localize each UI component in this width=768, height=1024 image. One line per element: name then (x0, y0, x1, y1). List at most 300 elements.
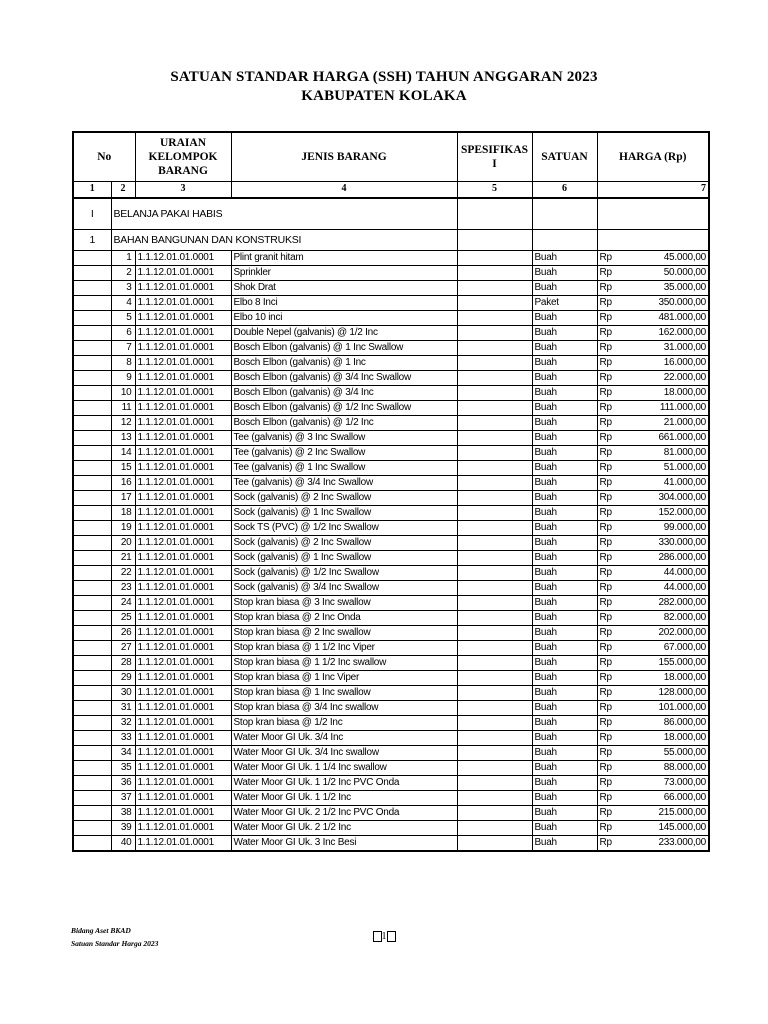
row-item-name: Stop kran biasa @ 1/2 Inc (231, 715, 457, 730)
row-price (597, 400, 709, 415)
col-number: 6 (532, 181, 597, 198)
currency-label: Rp (599, 371, 612, 383)
empty-cell (597, 229, 709, 250)
empty-cell (73, 460, 111, 475)
price-value: 282.000,00 (658, 596, 706, 608)
page-number (354, 931, 414, 942)
row-number: 30 (111, 685, 135, 700)
row-code: 1.1.12.01.01.0001 (135, 835, 231, 851)
empty-cell (73, 280, 111, 295)
row-unit: Buah (532, 760, 597, 775)
empty-cell (73, 265, 111, 280)
row-unit: Buah (532, 310, 597, 325)
table-row (73, 505, 709, 520)
currency-label: Rp (599, 686, 612, 698)
row-item-name: Sock TS (PVC) @ 1/2 Inc Swallow (231, 520, 457, 535)
col-number: 7 (597, 181, 709, 198)
row-number: 14 (111, 445, 135, 460)
row-price (597, 310, 709, 325)
price-value: 82.000,00 (663, 611, 706, 623)
currency-label: Rp (599, 326, 612, 338)
subsection-no: 1 (73, 229, 111, 250)
row-unit: Buah (532, 325, 597, 340)
row-number: 24 (111, 595, 135, 610)
row-code: 1.1.12.01.01.0001 (135, 790, 231, 805)
row-price (597, 820, 709, 835)
row-code: 1.1.12.01.01.0001 (135, 505, 231, 520)
table-row (73, 835, 709, 851)
empty-cell (73, 550, 111, 565)
empty-cell (73, 595, 111, 610)
table-row (73, 295, 709, 310)
row-spec (457, 640, 532, 655)
row-number: 16 (111, 475, 135, 490)
table-row (73, 550, 709, 565)
col-number: 2 (111, 181, 135, 198)
empty-cell (73, 760, 111, 775)
row-unit: Buah (532, 505, 597, 520)
row-unit: Buah (532, 655, 597, 670)
currency-label: Rp (599, 551, 612, 563)
price-value: 45.000,00 (663, 251, 706, 263)
row-price (597, 835, 709, 851)
subsection-row (73, 229, 709, 250)
row-price (597, 490, 709, 505)
price-value: 88.000,00 (663, 761, 706, 773)
price-value: 86.000,00 (663, 716, 706, 728)
table-row (73, 745, 709, 760)
table-row (73, 385, 709, 400)
row-number: 6 (111, 325, 135, 340)
table-row (73, 370, 709, 385)
row-spec (457, 820, 532, 835)
row-price (597, 280, 709, 295)
row-number: 13 (111, 430, 135, 445)
currency-label: Rp (599, 731, 612, 743)
row-spec (457, 580, 532, 595)
currency-label: Rp (599, 251, 612, 263)
row-spec (457, 610, 532, 625)
row-number: 29 (111, 670, 135, 685)
header-satuan: SATUAN (532, 132, 597, 181)
row-code: 1.1.12.01.01.0001 (135, 670, 231, 685)
row-price (597, 475, 709, 490)
price-value: 286.000,00 (658, 551, 706, 563)
currency-label: Rp (599, 641, 612, 653)
price-value: 202.000,00 (658, 626, 706, 638)
header-no: No (73, 132, 135, 181)
row-price (597, 550, 709, 565)
row-price (597, 655, 709, 670)
row-spec (457, 550, 532, 565)
row-code: 1.1.12.01.01.0001 (135, 265, 231, 280)
row-unit: Buah (532, 475, 597, 490)
row-price (597, 355, 709, 370)
row-code: 1.1.12.01.01.0001 (135, 805, 231, 820)
row-code: 1.1.12.01.01.0001 (135, 490, 231, 505)
row-code: 1.1.12.01.01.0001 (135, 295, 231, 310)
row-unit: Buah (532, 820, 597, 835)
row-item-name: Stop kran biasa @ 1 1/2 Inc swallow (231, 655, 457, 670)
table-row (73, 595, 709, 610)
row-number: 15 (111, 460, 135, 475)
row-code: 1.1.12.01.01.0001 (135, 520, 231, 535)
price-value: 51.000,00 (663, 461, 706, 473)
row-unit: Buah (532, 700, 597, 715)
header-jenis: JENIS BARANG (231, 132, 457, 181)
row-price (597, 580, 709, 595)
row-spec (457, 460, 532, 475)
row-unit: Paket (532, 295, 597, 310)
empty-cell (73, 355, 111, 370)
empty-cell (73, 400, 111, 415)
price-value: 67.000,00 (663, 641, 706, 653)
row-spec (457, 385, 532, 400)
row-price (597, 670, 709, 685)
row-number: 8 (111, 355, 135, 370)
row-spec (457, 565, 532, 580)
row-number: 12 (111, 415, 135, 430)
row-unit: Buah (532, 775, 597, 790)
row-number: 18 (111, 505, 135, 520)
row-number: 7 (111, 340, 135, 355)
row-item-name: Stop kran biasa @ 1 1/2 Inc Viper (231, 640, 457, 655)
price-value: 18.000,00 (663, 731, 706, 743)
row-code: 1.1.12.01.01.0001 (135, 430, 231, 445)
row-unit: Buah (532, 265, 597, 280)
table-row (73, 790, 709, 805)
row-code: 1.1.12.01.01.0001 (135, 460, 231, 475)
price-value: 162.000,00 (658, 326, 706, 338)
row-number: 17 (111, 490, 135, 505)
row-item-name: Bosch Elbon (galvanis) @ 1/2 Inc Swallow (231, 400, 457, 415)
empty-cell (73, 820, 111, 835)
row-number: 39 (111, 820, 135, 835)
currency-label: Rp (599, 836, 612, 848)
row-item-name: Sock (galvanis) @ 2 Inc Swallow (231, 490, 457, 505)
row-spec (457, 265, 532, 280)
row-price (597, 565, 709, 580)
row-item-name: Water Moor GI Uk. 1 1/2 Inc (231, 790, 457, 805)
price-value: 21.000,00 (663, 416, 706, 428)
col-number: 1 (73, 181, 111, 198)
footer-department: Bidang Aset BKAD (71, 926, 131, 935)
price-value: 128.000,00 (658, 686, 706, 698)
page-number-value: 1 (381, 931, 387, 942)
currency-label: Rp (599, 311, 612, 323)
row-number: 34 (111, 745, 135, 760)
header-spesifikasi: SPESIFIKASI (457, 132, 532, 181)
price-value: 35.000,00 (663, 281, 706, 293)
table-row (73, 820, 709, 835)
price-value: 661.000,00 (658, 431, 706, 443)
row-spec (457, 655, 532, 670)
table-row (73, 535, 709, 550)
price-table (72, 131, 710, 852)
price-value: 44.000,00 (663, 566, 706, 578)
row-code: 1.1.12.01.01.0001 (135, 655, 231, 670)
currency-label: Rp (599, 656, 612, 668)
row-number: 19 (111, 520, 135, 535)
row-item-name: Water Moor GI Uk. 3/4 Inc swallow (231, 745, 457, 760)
row-spec (457, 370, 532, 385)
row-item-name: Sock (galvanis) @ 1 Inc Swallow (231, 505, 457, 520)
table-row (73, 520, 709, 535)
currency-label: Rp (599, 761, 612, 773)
row-unit: Buah (532, 535, 597, 550)
row-unit: Buah (532, 550, 597, 565)
price-value: 16.000,00 (663, 356, 706, 368)
table-row (73, 490, 709, 505)
row-number: 40 (111, 835, 135, 851)
row-item-name: Sprinkler (231, 265, 457, 280)
row-code: 1.1.12.01.01.0001 (135, 730, 231, 745)
currency-label: Rp (599, 401, 612, 413)
table-row (73, 265, 709, 280)
section-no: I (73, 198, 111, 229)
row-spec (457, 400, 532, 415)
row-price (597, 370, 709, 385)
row-spec (457, 745, 532, 760)
empty-cell (73, 625, 111, 640)
row-unit: Buah (532, 280, 597, 295)
row-unit: Buah (532, 610, 597, 625)
row-unit: Buah (532, 640, 597, 655)
table-row (73, 310, 709, 325)
row-number: 22 (111, 565, 135, 580)
row-price (597, 340, 709, 355)
price-value: 18.000,00 (663, 671, 706, 683)
table-row (73, 775, 709, 790)
price-value: 350.000,00 (658, 296, 706, 308)
row-price (597, 805, 709, 820)
table-row (73, 655, 709, 670)
row-spec (457, 295, 532, 310)
price-value: 66.000,00 (663, 791, 706, 803)
box-icon (373, 931, 382, 942)
empty-cell (73, 700, 111, 715)
currency-label: Rp (599, 521, 612, 533)
row-item-name: Elbo 10 inci (231, 310, 457, 325)
price-value: 18.000,00 (663, 386, 706, 398)
row-number: 36 (111, 775, 135, 790)
row-unit: Buah (532, 460, 597, 475)
price-value: 215.000,00 (658, 806, 706, 818)
price-value: 145.000,00 (658, 821, 706, 833)
table-row (73, 670, 709, 685)
table-row (73, 460, 709, 475)
table-row (73, 580, 709, 595)
empty-cell (73, 655, 111, 670)
row-price (597, 640, 709, 655)
row-code: 1.1.12.01.01.0001 (135, 625, 231, 640)
row-code: 1.1.12.01.01.0001 (135, 580, 231, 595)
row-price (597, 250, 709, 265)
row-unit: Buah (532, 730, 597, 745)
row-number: 21 (111, 550, 135, 565)
empty-cell (73, 310, 111, 325)
row-code: 1.1.12.01.01.0001 (135, 280, 231, 295)
row-price (597, 385, 709, 400)
currency-label: Rp (599, 296, 612, 308)
row-item-name: Stop kran biasa @ 2 Inc swallow (231, 625, 457, 640)
row-unit: Buah (532, 715, 597, 730)
row-number: 3 (111, 280, 135, 295)
row-spec (457, 505, 532, 520)
row-item-name: Sock (galvanis) @ 1 Inc Swallow (231, 550, 457, 565)
row-spec (457, 685, 532, 700)
row-code: 1.1.12.01.01.0001 (135, 340, 231, 355)
row-unit: Buah (532, 250, 597, 265)
row-unit: Buah (532, 385, 597, 400)
row-number: 28 (111, 655, 135, 670)
row-price (597, 730, 709, 745)
row-item-name: Double Nepel (galvanis) @ 1/2 Inc (231, 325, 457, 340)
table-row (73, 475, 709, 490)
currency-label: Rp (599, 626, 612, 638)
row-code: 1.1.12.01.01.0001 (135, 595, 231, 610)
row-spec (457, 595, 532, 610)
table-row (73, 415, 709, 430)
currency-label: Rp (599, 611, 612, 623)
row-spec (457, 355, 532, 370)
empty-cell (73, 295, 111, 310)
row-item-name: Stop kran biasa @ 1 Inc Viper (231, 670, 457, 685)
row-item-name: Tee (galvanis) @ 3/4 Inc Swallow (231, 475, 457, 490)
empty-cell (73, 730, 111, 745)
price-value: 111.000,00 (659, 401, 706, 413)
price-value: 44.000,00 (663, 581, 706, 593)
row-spec (457, 670, 532, 685)
row-code: 1.1.12.01.01.0001 (135, 415, 231, 430)
empty-cell (73, 505, 111, 520)
row-item-name: Bosch Elbon (galvanis) @ 1 Inc (231, 355, 457, 370)
price-value: 101.000,00 (658, 701, 706, 713)
row-price (597, 700, 709, 715)
row-item-name: Sock (galvanis) @ 2 Inc Swallow (231, 535, 457, 550)
row-unit: Buah (532, 445, 597, 460)
currency-label: Rp (599, 431, 612, 443)
row-code: 1.1.12.01.01.0001 (135, 310, 231, 325)
row-item-name: Tee (galvanis) @ 1 Inc Swallow (231, 460, 457, 475)
currency-label: Rp (599, 266, 612, 278)
row-price (597, 760, 709, 775)
row-spec (457, 715, 532, 730)
section-row (73, 198, 709, 229)
empty-cell (73, 715, 111, 730)
table-row (73, 565, 709, 580)
row-price (597, 595, 709, 610)
row-item-name: Stop kran biasa @ 3/4 Inc swallow (231, 700, 457, 715)
box-icon (387, 931, 396, 942)
row-spec (457, 445, 532, 460)
section-label: BELANJA PAKAI HABIS (111, 198, 457, 229)
row-spec (457, 835, 532, 851)
row-item-name: Stop kran biasa @ 2 Inc Onda (231, 610, 457, 625)
row-item-name: Water Moor GI Uk. 2 1/2 Inc (231, 820, 457, 835)
price-value: 41.000,00 (663, 476, 706, 488)
empty-cell (532, 229, 597, 250)
row-price (597, 685, 709, 700)
row-code: 1.1.12.01.01.0001 (135, 745, 231, 760)
row-unit: Buah (532, 580, 597, 595)
price-value: 81.000,00 (663, 446, 706, 458)
table-row (73, 730, 709, 745)
currency-label: Rp (599, 461, 612, 473)
row-unit: Buah (532, 415, 597, 430)
table-row (73, 685, 709, 700)
row-unit: Buah (532, 835, 597, 851)
row-number: 23 (111, 580, 135, 595)
row-price (597, 445, 709, 460)
col-number: 4 (231, 181, 457, 198)
empty-cell (73, 520, 111, 535)
empty-cell (73, 325, 111, 340)
empty-cell (73, 580, 111, 595)
table-row (73, 430, 709, 445)
row-number: 26 (111, 625, 135, 640)
row-unit: Buah (532, 790, 597, 805)
empty-cell (73, 535, 111, 550)
row-spec (457, 280, 532, 295)
row-price (597, 535, 709, 550)
row-spec (457, 805, 532, 820)
empty-cell (73, 385, 111, 400)
empty-cell (73, 370, 111, 385)
row-spec (457, 475, 532, 490)
row-code: 1.1.12.01.01.0001 (135, 445, 231, 460)
table-row (73, 355, 709, 370)
currency-label: Rp (599, 746, 612, 758)
empty-cell (457, 229, 532, 250)
table-row (73, 340, 709, 355)
price-value: 304.000,00 (658, 491, 706, 503)
document-title: SATUAN STANDAR HARGA (SSH) TAHUN ANGGARAN 2023 (170, 69, 598, 85)
price-value: 73.000,00 (663, 776, 706, 788)
row-item-name: Tee (galvanis) @ 2 Inc Swallow (231, 445, 457, 460)
price-value: 99.000,00 (663, 521, 706, 533)
empty-cell (73, 430, 111, 445)
row-spec (457, 430, 532, 445)
price-value: 481.000,00 (658, 311, 706, 323)
row-spec (457, 310, 532, 325)
currency-label: Rp (599, 341, 612, 353)
currency-label: Rp (599, 821, 612, 833)
currency-label: Rp (599, 701, 612, 713)
price-value: 22.000,00 (663, 371, 706, 383)
row-unit: Buah (532, 400, 597, 415)
row-price (597, 265, 709, 280)
empty-cell (457, 198, 532, 229)
row-code: 1.1.12.01.01.0001 (135, 700, 231, 715)
row-item-name: Water Moor GI Uk. 3 Inc Besi (231, 835, 457, 851)
row-code: 1.1.12.01.01.0001 (135, 565, 231, 580)
header-row (73, 132, 709, 181)
table-row (73, 400, 709, 415)
currency-label: Rp (599, 581, 612, 593)
currency-label: Rp (599, 476, 612, 488)
row-code: 1.1.12.01.01.0001 (135, 640, 231, 655)
header-harga: HARGA (Rp) (597, 132, 709, 181)
row-spec (457, 625, 532, 640)
empty-cell (73, 565, 111, 580)
row-code: 1.1.12.01.01.0001 (135, 550, 231, 565)
empty-cell (73, 490, 111, 505)
row-price (597, 460, 709, 475)
currency-label: Rp (599, 281, 612, 293)
table-row (73, 325, 709, 340)
row-code: 1.1.12.01.01.0001 (135, 535, 231, 550)
